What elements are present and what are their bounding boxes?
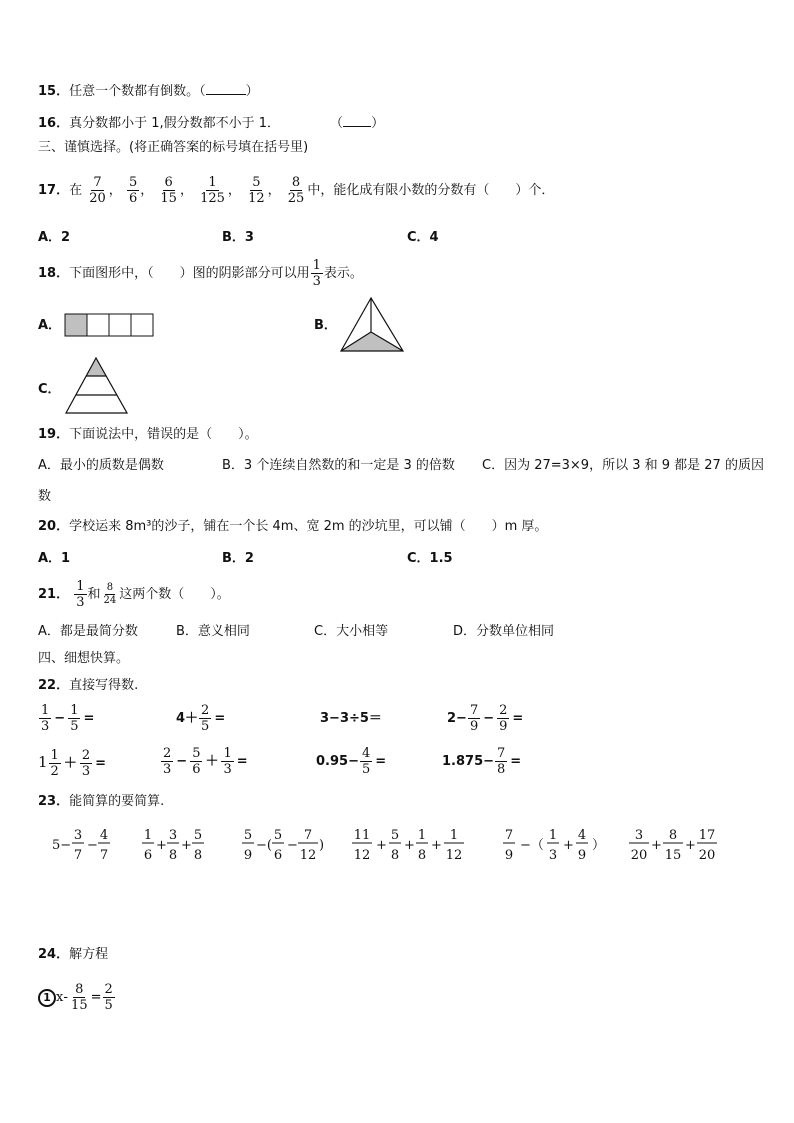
svg-text:7: 7	[99, 848, 109, 863]
question-number: 22．	[38, 678, 70, 693]
question-text: 解方程	[69, 947, 109, 962]
fraction: $\frac{6}{15}$	[160, 175, 177, 206]
svg-text:+: +	[404, 838, 415, 853]
svg-text:3: 3	[73, 828, 83, 843]
cell	[87, 314, 109, 336]
svg-text:1: 1	[417, 828, 427, 843]
svg-text:20: 20	[698, 848, 716, 863]
question-23	[38, 793, 164, 811]
shaded-region	[86, 358, 106, 376]
question-15	[38, 82, 259, 101]
fraction: $\frac{5}{12}$	[248, 175, 265, 206]
paren-close: ）	[371, 116, 385, 131]
question-text: 下面图形中，（ ）图的阴影部分可以用	[69, 266, 310, 281]
svg-text:−: −	[87, 838, 98, 853]
question-text: 在	[69, 183, 83, 198]
svg-text:12: 12	[299, 848, 317, 863]
svg-text:1: 1	[449, 828, 459, 843]
answer-blank[interactable]	[206, 82, 246, 95]
cell	[131, 314, 153, 336]
svg-text:20: 20	[630, 848, 648, 863]
section-4-heading: 四、细想快算。	[38, 651, 130, 666]
svg-text:+: +	[563, 838, 574, 853]
svg-text:1: 1	[143, 828, 153, 843]
question-24	[38, 946, 108, 964]
q19-option-b[interactable]: B．3 个连续自然数的和一定是 3 的倍数	[222, 458, 455, 473]
q19-option-c-wrap: 数	[38, 489, 52, 504]
q19-option-c[interactable]: C．因为 27=3×9，所以 3 和 9 都是 27 的质因	[482, 458, 764, 473]
svg-text:9: 9	[243, 848, 253, 863]
fraction: $\frac{2}{5}$	[104, 982, 113, 1013]
svg-text:8: 8	[417, 848, 427, 863]
q17-option-b[interactable]: B．3	[222, 230, 254, 245]
fraction: $\frac{8}{15}$	[71, 982, 88, 1013]
question-number: 24．	[38, 947, 70, 962]
svg-text:8: 8	[168, 848, 178, 863]
question-text: 真分数都小于 1,假分数都不小于 1．	[69, 116, 281, 131]
fraction: $\frac{5}{6}$	[128, 175, 138, 206]
question-text: 这两个数（ ）。	[119, 587, 230, 602]
q23-expr-4	[352, 828, 464, 863]
question-number: 20．	[38, 519, 70, 534]
svg-text:7: 7	[504, 828, 514, 843]
question-17: 17．在 $\frac{7}{20}$ ， $\frac{5}{6}$ ， $\frac{6}{15}$ ， $\frac{1}{125}$ ， $\frac{5}{12}$ ， $\frac{8}{25}$ 中，能化成有限小数的分数有（ ）个．	[38, 175, 555, 206]
q22-expr-1[interactable]: $\frac{1}{3}$ − $\frac{1}{5}$ =	[41, 703, 95, 734]
fraction: $\frac{1}{125}$	[200, 175, 225, 206]
svg-text:12: 12	[445, 848, 463, 863]
svg-text:−: −	[287, 838, 298, 853]
question-text: 下面说法中，错误的是（ ）。	[69, 427, 258, 442]
section-3-heading: 三、谨慎选择。(将正确答案的标号填在括号里)	[38, 140, 309, 155]
q21-option-b[interactable]: B．意义相同	[176, 624, 250, 639]
q23-expr-3	[242, 828, 324, 863]
question-16	[38, 114, 384, 133]
q23-expr-1	[52, 828, 110, 863]
svg-text:5: 5	[243, 828, 253, 843]
svg-text:+: +	[181, 838, 192, 853]
svg-text:17: 17	[698, 828, 716, 843]
svg-text:8: 8	[193, 848, 203, 863]
svg-text:3: 3	[634, 828, 644, 843]
svg-text:6: 6	[143, 848, 153, 863]
svg-text:15: 15	[664, 848, 682, 863]
q22-expr-5[interactable]: 1 $\frac{1}{2}$ ＋ $\frac{2}{3}$ =	[38, 748, 107, 779]
svg-text:）: ）	[592, 838, 606, 853]
shaded-cell	[65, 314, 87, 336]
q20-option-b[interactable]: B．2	[222, 551, 254, 566]
q22-expr-7[interactable]: 0.95− $\frac{4}{5}$ =	[316, 746, 387, 777]
q21-option-a[interactable]: A．都是最简分数	[38, 624, 138, 639]
q23-expr-2	[142, 828, 204, 863]
q21-option-d[interactable]: D．分数单位相同	[453, 624, 555, 639]
svg-text:−(: −(	[256, 838, 272, 853]
svg-text:3: 3	[548, 848, 558, 863]
fraction: $\frac{8}{24}$	[103, 582, 117, 606]
answer-blank[interactable]	[343, 114, 371, 127]
question-22	[38, 677, 138, 695]
q18-figure-a	[64, 313, 156, 339]
q22-expr-3[interactable]: 3−3÷5＝	[320, 711, 382, 726]
svg-text:5: 5	[390, 828, 400, 843]
svg-text:+: +	[156, 838, 167, 853]
question-number: 19．	[38, 427, 70, 442]
svg-text:7: 7	[303, 828, 313, 843]
question-20	[38, 518, 547, 536]
svg-text:+: +	[651, 838, 662, 853]
q23-expressions	[38, 820, 758, 870]
q17-option-a[interactable]: A．2	[38, 230, 71, 245]
svg-text:3: 3	[168, 828, 178, 843]
fraction: $\frac{8}{25}$	[287, 175, 305, 206]
q22-expr-8[interactable]: 1.875− $\frac{7}{8}$ =	[442, 746, 522, 777]
svg-text:7: 7	[73, 848, 83, 863]
question-19	[38, 426, 258, 444]
question-text: 任意一个数都有倒数。（	[69, 84, 206, 99]
q20-option-a[interactable]: A．1	[38, 551, 71, 566]
q17-option-c[interactable]: C．4	[407, 230, 439, 245]
question-text: 直接写得数.	[69, 678, 139, 693]
cell	[109, 314, 131, 336]
svg-text:5−: 5−	[52, 838, 72, 853]
question-text: 中，能化成有限小数的分数有（ ）个．	[307, 183, 555, 198]
question-number: 17．	[38, 183, 70, 198]
question-number: 18．	[38, 266, 70, 281]
q18-option-b-label[interactable]: B．	[314, 318, 337, 333]
svg-text:4: 4	[577, 828, 587, 843]
svg-text:5: 5	[193, 828, 203, 843]
q22-expr-2[interactable]: 4＋ $\frac{2}{5}$ =	[176, 703, 226, 734]
svg-text:−（: −（	[520, 838, 544, 853]
fraction: $\frac{7}{20}$	[89, 175, 106, 206]
circled-number: 1	[38, 989, 56, 1007]
q22-expr-6[interactable]: $\frac{2}{3}$ − $\frac{5}{6}$ ＋ $\frac{1}{3}$ =	[163, 746, 248, 777]
question-number: 15．	[38, 84, 70, 99]
svg-text:6: 6	[273, 848, 283, 863]
fraction: $\frac{1}{3}$	[312, 258, 321, 289]
svg-text:11: 11	[353, 828, 371, 843]
question-text: 能简算的要简算.	[69, 794, 165, 809]
q24-equation-1[interactable]: 1 x- $\frac{8}{15}$ = $\frac{2}{5}$	[38, 980, 116, 1016]
q23-expr-6	[629, 828, 717, 863]
q23-expr-5	[503, 828, 605, 863]
svg-text:1: 1	[548, 828, 558, 843]
question-text: 学校运来 8m³的沙子，铺在一个长 4m、宽 2m 的沙坑里，可以铺（ ）m 厚。	[69, 519, 548, 534]
svg-text:+: +	[376, 838, 387, 853]
svg-text:5: 5	[273, 828, 283, 843]
q18-figure-b	[338, 296, 406, 354]
q22-expr-4[interactable]: 2− $\frac{7}{9}$ − $\frac{2}{9}$ =	[447, 703, 524, 734]
q18-option-a-label[interactable]: A．	[38, 318, 62, 333]
svg-text:8: 8	[390, 848, 400, 863]
q21-option-c[interactable]: C．大小相等	[314, 624, 389, 639]
question-number: 16．	[38, 116, 70, 131]
q18-figure-c	[63, 356, 131, 416]
paren-open: （	[330, 116, 344, 131]
question-21: 21． $\frac{1}{3}$ 和 $\frac{8}{24}$ 这两个数（ ）。	[38, 579, 230, 610]
question-text: 表示。	[323, 266, 363, 281]
svg-text:): )	[319, 838, 325, 853]
svg-text:8: 8	[668, 828, 678, 843]
paren-close: ）	[245, 84, 259, 99]
svg-text:4: 4	[99, 828, 109, 843]
question-number: 21．	[38, 587, 70, 602]
q19-option-a[interactable]: A．最小的质数是偶数	[38, 458, 164, 473]
svg-text:9: 9	[504, 848, 514, 863]
svg-text:+: +	[685, 838, 696, 853]
question-number: 23．	[38, 794, 70, 809]
question-18	[38, 255, 363, 293]
q20-option-c[interactable]: C．1.5	[407, 551, 453, 566]
fraction: $\frac{1}{3}$	[76, 579, 85, 610]
svg-text:+: +	[431, 838, 442, 853]
svg-text:9: 9	[577, 848, 587, 863]
svg-text:12: 12	[353, 848, 371, 863]
q18-option-c-label[interactable]: C．	[38, 382, 61, 397]
